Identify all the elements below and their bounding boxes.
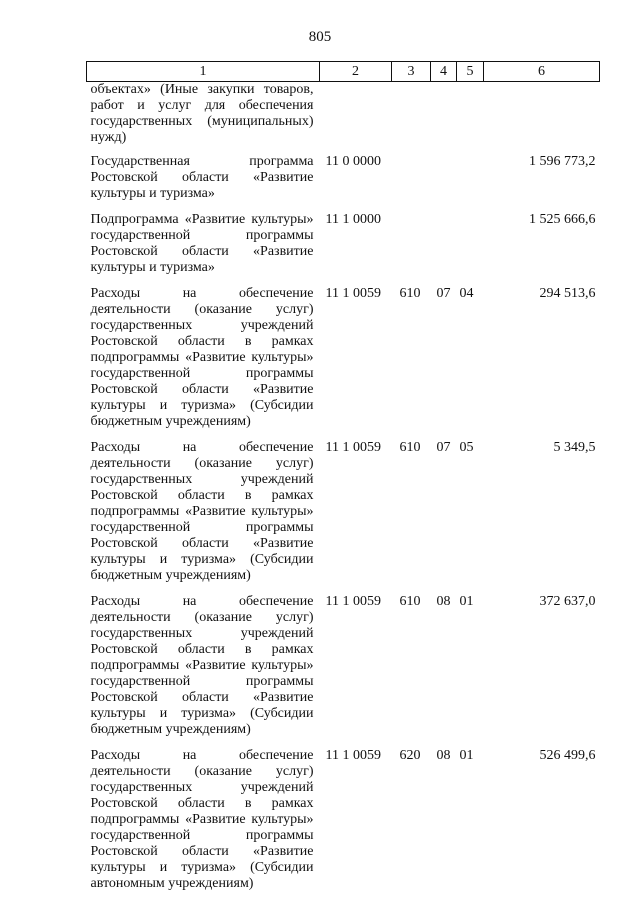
row-sum: 1 596 773,2 xyxy=(529,154,596,169)
row-csr: 11 0 0000 xyxy=(325,154,381,169)
row-rz xyxy=(431,212,457,286)
row-csr: 11 1 0059 xyxy=(325,286,381,301)
table-row xyxy=(87,748,600,902)
row-sum: 372 637,0 xyxy=(539,594,596,609)
row-csr: 11 1 0059 xyxy=(325,748,381,763)
header-col-5: 5 xyxy=(457,62,484,82)
header-col-4: 4 xyxy=(431,62,457,82)
header-col-2: 2 xyxy=(320,62,392,82)
row-sum: 294 513,6 xyxy=(539,286,596,301)
row-pr: 01 xyxy=(459,594,474,609)
row-csr: 11 1 0059 xyxy=(325,440,381,455)
header-row xyxy=(87,62,600,82)
row-sum: 5 349,5 xyxy=(553,440,596,455)
row-pr xyxy=(457,82,484,155)
row-name: Расходы на обеспечение деятельности (оказание услуг) государственных учреждений Ростовской области в рамках подпрограммы «Развитие культуры» государственной программы Ростовской области «Развитие культуры и туризма» (Субсидии бюджетным учреждениям) xyxy=(90,440,314,583)
row-rz: 07 xyxy=(436,286,451,301)
header-col-3: 3 xyxy=(392,62,431,82)
row-pr: 05 xyxy=(459,440,474,455)
table-row xyxy=(87,286,600,440)
table-row xyxy=(87,212,600,286)
row-pr xyxy=(457,154,484,212)
row-pr xyxy=(457,212,484,286)
row-csr: 11 1 0000 xyxy=(325,212,381,227)
row-pr: 01 xyxy=(459,748,474,763)
row-name: Расходы на обеспечение деятельности (оказание услуг) государственных учреждений Ростовской области в рамках подпрограммы «Развитие культуры» государственной программы Ростовской области «Развитие культуры и туризма» (Субсидии бюджетным учреждениям) xyxy=(90,286,314,429)
row-pr: 04 xyxy=(459,286,474,301)
table-row xyxy=(87,154,600,212)
row-csr xyxy=(320,82,392,155)
table-header xyxy=(87,62,600,82)
table-row xyxy=(87,82,600,155)
row-vr: 610 xyxy=(399,286,421,301)
row-name: Расходы на обеспечение деятельности (оказание услуг) государственных учреждений Ростовской области в рамках подпрограммы «Развитие культуры» государственной программы Ростовской области «Развитие культуры и туризма» (Субсидии автономным учреждениям) xyxy=(90,748,314,891)
row-sum: 1 525 666,6 xyxy=(529,212,596,227)
row-rz: 08 xyxy=(436,594,451,609)
row-csr: 11 1 0059 xyxy=(325,594,381,609)
row-vr xyxy=(392,212,431,286)
table-body xyxy=(87,82,600,903)
header-col-6: 6 xyxy=(484,62,600,82)
row-rz: 08 xyxy=(436,748,451,763)
row-vr: 610 xyxy=(399,594,421,609)
row-vr: 610 xyxy=(399,440,421,455)
row-vr xyxy=(392,154,431,212)
row-name: объектах» (Иные закупки товаров, работ и услуг для обеспечения государственных (муниципальных) нужд) xyxy=(90,82,314,145)
budget-table xyxy=(86,61,600,902)
row-name: Расходы на обеспечение деятельности (оказание услуг) государственных учреждений Ростовской области в рамках подпрограммы «Развитие культуры» государственной программы Ростовской области «Развитие культуры и туризма» (Субсидии бюджетным учреждениям) xyxy=(90,594,314,737)
row-rz: 07 xyxy=(436,440,451,455)
table-row xyxy=(87,594,600,748)
table-row xyxy=(87,440,600,594)
row-sum: 526 499,6 xyxy=(539,748,596,763)
row-rz xyxy=(431,154,457,212)
header-col-1: 1 xyxy=(87,62,320,82)
row-name: Государственная программа Ростовской области «Развитие культуры и туризма» xyxy=(90,154,314,201)
row-vr xyxy=(392,82,431,155)
page-number: 805 xyxy=(308,29,332,45)
row-sum xyxy=(484,82,600,155)
row-vr: 620 xyxy=(399,748,421,763)
row-name: Подпрограмма «Развитие культуры» государственной программы Ростовской области «Развитие культуры и туризма» xyxy=(90,212,314,275)
row-rz xyxy=(431,82,457,155)
